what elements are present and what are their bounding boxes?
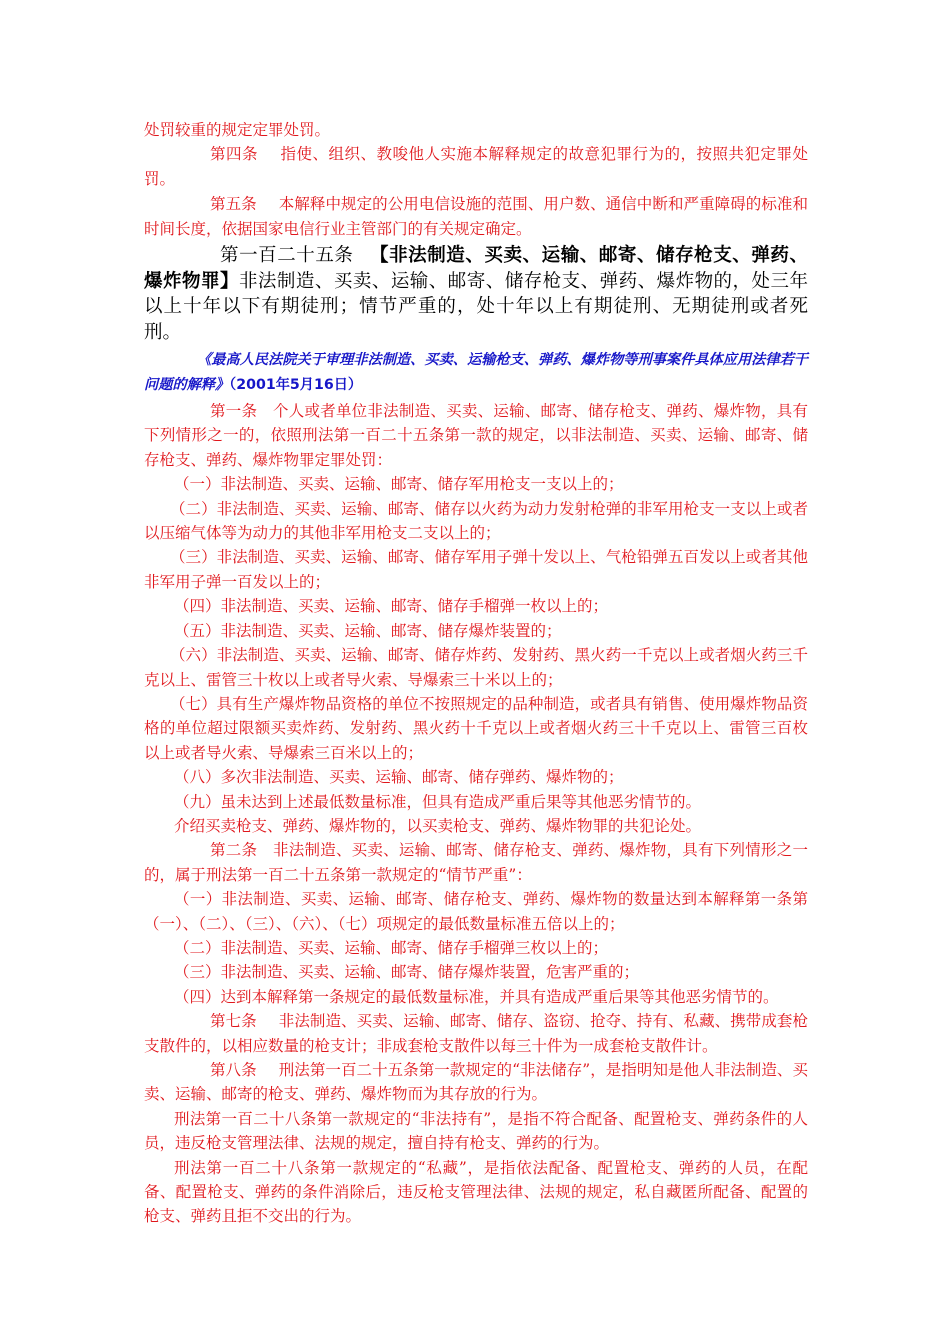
statute-heading: 【非法制造、买卖、运输、邮寄、储存枪支、弹药、爆炸物罪】 <box>144 245 808 292</box>
interpretation-article-8 <box>144 1058 808 1107</box>
article-text: 非法制造、买卖、运输、邮寄、储存、盗窃、抢夺、持有、私藏、携带成套枪支散件的，以相应数量的枪支计；非成套枪支散件以每三十件为一成套枪支散件计。 <box>144 1012 808 1055</box>
article-label: 第四条 <box>210 145 258 164</box>
article-5 <box>144 192 808 241</box>
list-item: （六）非法制造、买卖、运输、邮寄、储存炸药、发射药、黑火药一千克以上或者烟火药三千克以上、雷管三十枚以上或者导火索、导爆索三十米以上的； <box>144 646 808 689</box>
statute-text: 非法制造、买卖、运输、邮寄、储存枪支、弹药、爆炸物的，处三年以上十年以下有期徒刑；情节严重的，处十年以上有期徒刑、无期徒刑或者死刑。 <box>144 270 808 343</box>
article-text: 本解释中规定的公用电信设施的范围、用户数、通信中断和严重障碍的标准和时间长度，依据国家电信行业主管部门的有关规定确定。 <box>144 195 808 238</box>
list-item: （九）虽未达到上述最低数量标准，但具有造成严重后果等其他恶劣情节的。 <box>174 792 702 811</box>
article-label: 第八条 <box>210 1061 257 1079</box>
list-item: （二）非法制造、买卖、运输、邮寄、储存手榴弹三枚以上的； <box>174 938 609 957</box>
paragraph: 刑法第一百二十八条第一款规定的“非法持有”，是指不符合配备、配置枪支、弹药条件的人员，违反枪支管理法律、法规的规定，擅自持有枪支、弹药的行为。 <box>144 1109 808 1153</box>
list-item: （三）非法制造、买卖、运输、邮寄、储存爆炸装置，危害严重的； <box>174 963 640 982</box>
article-label: 第五条 <box>210 195 257 214</box>
list-item: （二）非法制造、买卖、运输、邮寄、储存以火药为动力发射枪弹的非军用枪支一支以上或者以压缩气体等为动力的其他非军用枪支二支以上的； <box>144 499 808 543</box>
source-title: 《最高人民法院关于审理非法制造、买卖、运输枪支、弹药、爆炸物等刑事案件具体应用法律若干问题的解释》 <box>144 352 808 393</box>
interpretation-source <box>144 348 808 397</box>
list-item: （五）非法制造、买卖、运输、邮寄、储存爆炸装置的； <box>174 621 562 640</box>
paragraph: 刑法第一百二十八条第一款规定的“私藏”，是指依法配备、配置枪支、弹药的人员，在配备、配置枪支、弹药的条件消除后，违反枪支管理法律、法规的规定，私自藏匿所配备、配置的枪支、弹药且拒不交出的行为。 <box>144 1158 808 1226</box>
article-label: 第七条 <box>210 1012 257 1031</box>
list-item: （三）非法制造、买卖、运输、邮寄、储存军用子弹十发以上、气枪铅弹五百发以上或者其他非军用子弹一百发以上的； <box>144 548 808 591</box>
list-item: （一）非法制造、买卖、运输、邮寄、储存枪支、弹药、爆炸物的数量达到本解释第一条第（一）、（二）、（三）、（六）、（七）项规定的最低数量标准五倍以上的； <box>144 890 808 933</box>
article-text: 刑法第一百二十五条第一款规定的“非法储存”，是指明知是他人非法制造、买卖、运输、邮寄的枪支、弹药、爆炸物而为其存放的行为。 <box>144 1061 808 1104</box>
interpretation-article-1: 第一条 个人或者单位非法制造、买卖、运输、邮寄、储存枪支、弹药、爆炸物，具有下列情形之一的，依照刑法第一百二十五条第一款的规定，以非法制造、买卖、运输、邮寄、储存枪支、弹药、爆炸物罪定罪处罚： <box>144 402 808 469</box>
source-date: （2001年5月16日） <box>229 376 363 393</box>
interpretation-article-7 <box>144 1009 808 1058</box>
list-item: （四）非法制造、买卖、运输、邮寄、储存手榴弹一枚以上的； <box>174 597 609 616</box>
paragraph-continuation: 处罚较重的规定定罪处罚。 <box>144 121 331 139</box>
list-item: （四）达到本解释第一条规定的最低数量标准，并具有造成严重后果等其他恶劣情节的。 <box>174 987 779 1006</box>
article-4 <box>144 142 808 191</box>
statute-label: 第一百二十五条 <box>220 245 354 267</box>
list-item: （七）具有生产爆炸物品资格的单位不按照规定的品种制造，或者具有销售、使用爆炸物品资格的单位超过限额买卖炸药、发射药、黑火药十千克以上或者烟火药三十千克以上、雷管三百枚以上或者导火索、导爆索三百米以上的； <box>144 694 808 762</box>
document-page <box>144 118 808 1229</box>
list-item: （八）多次非法制造、买卖、运输、邮寄、储存弹药、爆炸物的； <box>174 768 624 787</box>
list-item: （一）非法制造、买卖、运输、邮寄、储存军用枪支一支以上的； <box>174 475 624 494</box>
article-text: 指使、组织、教唆他人实施本解释规定的故意犯罪行为的，按照共犯定罪处罚。 <box>144 145 808 188</box>
paragraph: 介绍买卖枪支、弹药、爆炸物的，以买卖枪支、弹药、爆炸物罪的共犯论处。 <box>174 816 702 835</box>
interpretation-article-2: 第二条 非法制造、买卖、运输、邮寄、储存枪支、弹药、爆炸物，具有下列情形之一的，属于刑法第一百二十五条第一款规定的“情节严重”： <box>144 841 808 884</box>
statute-article-125 <box>144 243 808 345</box>
